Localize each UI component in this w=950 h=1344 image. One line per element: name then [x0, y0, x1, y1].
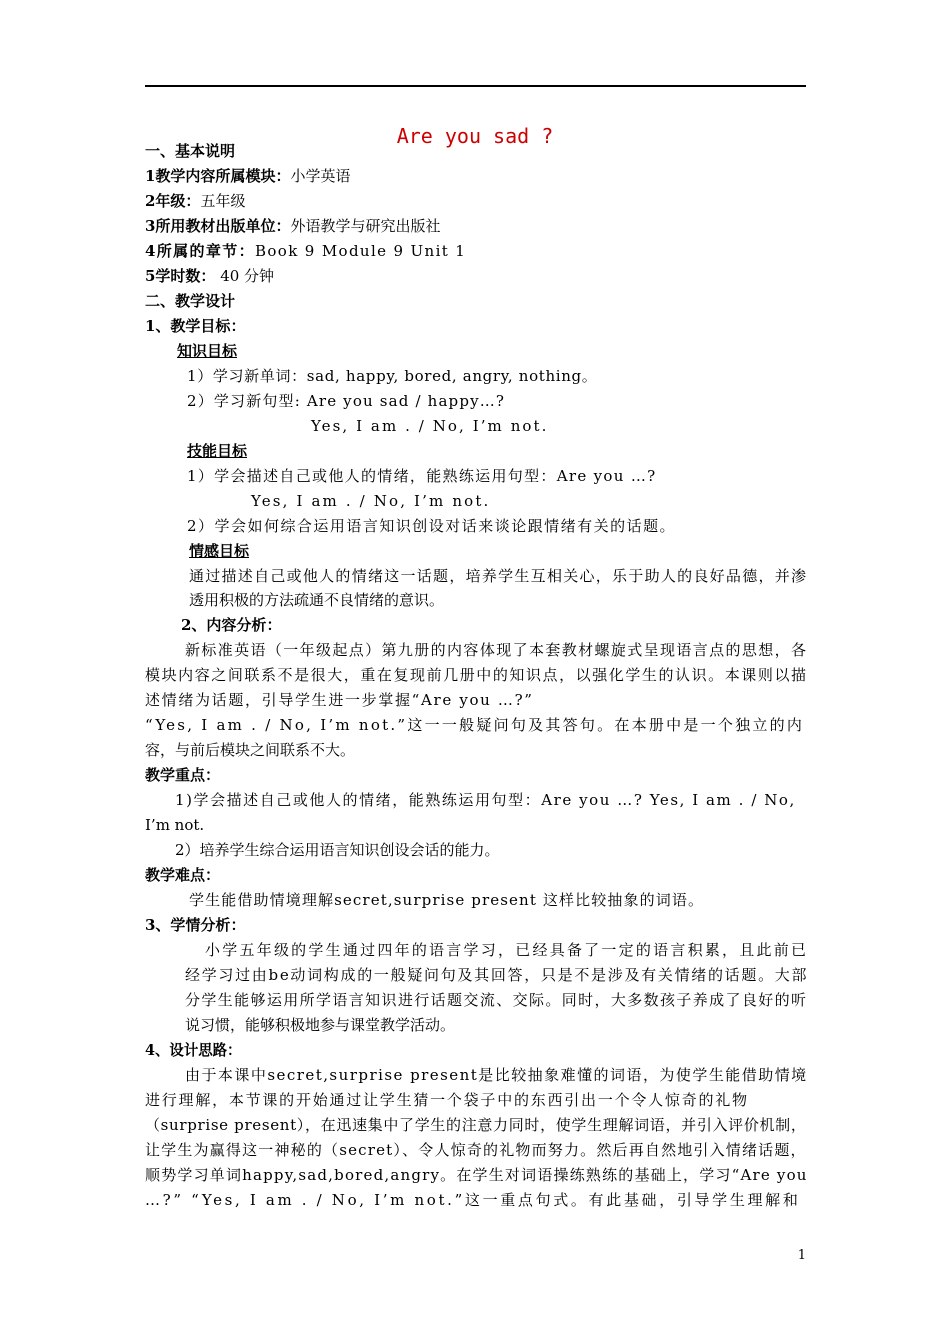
text-segment: 分学生能够运用所学语言知识进行话题交流、交际。同时，大多数孩子养成了良好的听	[185, 991, 808, 1009]
text-line	[185, 964, 808, 986]
text-line	[145, 739, 355, 761]
text-line	[145, 140, 235, 162]
text-line	[145, 814, 204, 836]
text-segment: 五年级	[200, 192, 246, 210]
text-line	[145, 315, 245, 337]
text-line	[187, 390, 505, 412]
text-line	[251, 490, 490, 512]
text-segment: 2年级：	[145, 192, 201, 210]
text-line	[185, 989, 807, 1011]
text-segment: 小学英语	[290, 167, 351, 185]
text-line	[145, 864, 220, 886]
text-segment: 情感目标	[189, 542, 250, 560]
text-line	[145, 165, 350, 187]
text-segment: 外语教学与研究出版社	[290, 217, 441, 235]
text-segment: 1)学会描述自己或他人的情绪，能熟练运用句型：Are you …? Yes, I am . / No,	[175, 791, 796, 809]
text-segment: 述情绪为话题，引导学生进一步掌握“Are you …?”	[145, 691, 534, 709]
text-line	[189, 540, 249, 562]
text-segment: 小学五年级的学生通过四年的语言学习，已经具备了一定的语言积累，且此前已	[205, 941, 809, 959]
text-line	[175, 839, 500, 861]
text-segment: Yes, I am . / No, I’m not.	[311, 417, 549, 435]
text-segment: 说习惯，能够积极地参与课堂教学活动。	[185, 1016, 456, 1034]
text-segment: Book 9 Module 9 Unit 1	[255, 242, 467, 260]
text-segment: 4所属的章节：	[145, 242, 256, 260]
text-segment: 知识目标	[177, 342, 238, 360]
text-line	[311, 415, 549, 437]
text-segment: 技能目标	[187, 442, 248, 460]
page-title: Are you sad ?	[396, 124, 554, 148]
text-line	[189, 589, 444, 611]
text-line	[177, 340, 237, 362]
text-line	[187, 440, 247, 462]
text-segment: I’m not.	[145, 816, 205, 834]
text-segment: 一、基本说明	[145, 142, 236, 160]
text-segment: 2）学会如何综合运用语言知识创设对话来谈论跟情绪有关的话题。	[187, 517, 677, 535]
text-line	[189, 889, 704, 911]
text-segment: 由于本课中secret,surprise present是比较抽象难懂的词语，为使学生能借助情境	[185, 1066, 808, 1084]
text-line	[175, 789, 796, 811]
text-line	[145, 290, 235, 312]
text-segment: 1）学会描述自己或他人的情绪，能熟练运用句型：Are you …?	[187, 467, 657, 485]
text-segment: 通过描述自己或他人的情绪这一话题，培养学生互相关心，乐于助人的良好品德，并渗	[189, 567, 808, 585]
text-segment: 2）学习新句型: Are you sad / happy…?	[187, 392, 506, 410]
text-line	[187, 365, 597, 387]
text-line	[181, 614, 281, 636]
text-segment: 1教学内容所属模块：	[145, 167, 291, 185]
text-segment: 顺势学习单词happy,sad,bored,angry。在学生对词语操练熟练的基础上，学习“Are you	[145, 1166, 808, 1184]
text-segment: 进行理解，本节课的开始通过让学生猜一个袋子中的东西引出一个令人惊奇的礼物	[145, 1091, 749, 1109]
text-line	[145, 1164, 808, 1186]
text-segment: 1）学习新单词：sad, happy, bored, angry, nothing。	[187, 367, 598, 385]
text-segment: 新标准英语（一年级起点）第九册的内容体现了本套教材螺旋式呈现语言点的思想，各	[185, 641, 808, 659]
text-line	[187, 515, 676, 537]
text-segment: 教学重点：	[145, 766, 221, 784]
text-segment: …?” “Yes, I am . / No, I’m not.”这一重点句式。有此基础，引导学生理解和	[145, 1191, 801, 1209]
text-segment: 容，与前后模块之间联系不大。	[145, 741, 356, 759]
text-line	[145, 714, 804, 736]
text-line	[145, 1139, 807, 1161]
page-number: 1	[797, 1248, 806, 1263]
text-line	[185, 639, 807, 661]
text-segment: 3所用教材出版单位：	[145, 217, 291, 235]
text-line	[145, 1189, 800, 1211]
text-segment: 学生能借助情境理解secret,surprise present 这样比较抽象的词语。	[189, 891, 705, 909]
text-line	[145, 240, 466, 262]
text-segment: 5学时数：	[145, 267, 216, 285]
text-segment: 40 分钟	[215, 267, 275, 285]
text-line	[145, 1089, 749, 1111]
text-segment: “Yes, I am . / No, I’m not.”这一一般疑问句及其答句。在本册中是一个独立的内	[145, 716, 805, 734]
text-line	[145, 764, 220, 786]
header-rule	[145, 85, 806, 87]
text-segment: Yes, I am . / No, I’m not.	[251, 492, 491, 510]
text-line	[145, 1114, 807, 1136]
text-line	[185, 1064, 808, 1086]
text-line	[185, 1014, 455, 1036]
text-line	[205, 939, 808, 961]
text-segment: 模块内容之间联系不是很大，重在复现前几册中的知识点，以强化学生的认识。本课则以描	[145, 666, 808, 684]
text-segment: 教学难点：	[145, 866, 221, 884]
text-line	[145, 215, 440, 237]
text-line	[145, 265, 274, 287]
text-segment: 3、学情分析：	[145, 916, 246, 934]
text-line	[145, 689, 534, 711]
text-segment: 透用积极的方法疏通不良情绪的意识。	[189, 591, 445, 609]
text-line	[189, 565, 807, 587]
text-segment: 让学生为赢得这一神秘的（secret）、令人惊奇的礼物而努力。然后再自然地引入情绪话题，	[145, 1141, 807, 1159]
text-segment: 2、内容分析：	[181, 616, 282, 634]
text-segment: （surprise present），在迅速集中了学生的注意力同时，使学生理解词语，并引入评价机制，	[145, 1116, 807, 1134]
text-segment: 4、设计思路：	[145, 1041, 242, 1059]
text-segment: 2）培养学生综合运用语言知识创设会话的能力。	[175, 841, 500, 859]
text-line	[145, 664, 808, 686]
text-line	[145, 190, 245, 212]
text-line	[145, 914, 245, 936]
text-segment: 经学习过由be动词构成的一般疑问句及其回答，只是不是涉及有关情绪的话题。大部	[185, 966, 809, 984]
text-segment: 1、教学目标：	[145, 317, 246, 335]
text-line	[187, 465, 656, 487]
text-segment: 二、教学设计	[145, 292, 236, 310]
text-line	[145, 1039, 241, 1061]
